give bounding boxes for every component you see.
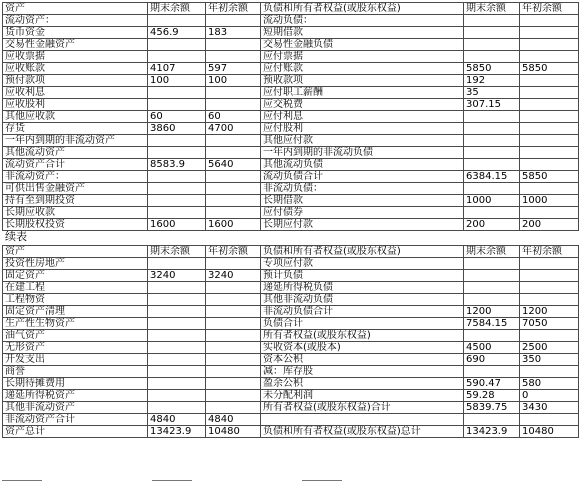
table-cell <box>464 207 520 219</box>
table-cell: 应付利息 <box>261 111 464 123</box>
table-cell <box>464 147 520 159</box>
table-cell: 2500 <box>520 342 579 354</box>
table-cell <box>206 147 261 159</box>
table-cell: 应收股利 <box>3 99 148 111</box>
table-cell: 10480 <box>520 426 579 438</box>
header-row <box>3 3 579 15</box>
table-cell <box>520 414 579 426</box>
table-row <box>3 111 579 123</box>
table-cell <box>464 27 520 39</box>
table-cell: 100 <box>148 75 206 87</box>
table-cell: 存货 <box>3 123 148 135</box>
table-cell: 1600 <box>206 219 261 231</box>
column-header: 负债和所有者权益(或股东权益) <box>261 3 464 15</box>
column-header: 资产 <box>3 3 148 15</box>
table-cell: 一年内到期的非流动资产 <box>3 135 148 147</box>
table-row <box>3 87 579 99</box>
table-cell <box>520 330 579 342</box>
table-cell <box>206 366 261 378</box>
table-cell <box>520 207 579 219</box>
table-cell: 8583.9 <box>148 159 206 171</box>
table-cell <box>148 171 206 183</box>
table-cell: 3240 <box>206 270 261 282</box>
column-header: 年初余额 <box>206 246 261 258</box>
table-cell: 690 <box>464 354 520 366</box>
table-cell <box>464 270 520 282</box>
table-cell <box>148 330 206 342</box>
table-cell: 590.47 <box>464 378 520 390</box>
table-cell <box>520 123 579 135</box>
table-cell <box>148 87 206 99</box>
table-cell: 5850 <box>520 63 579 75</box>
table-cell <box>520 15 579 27</box>
table-cell: 开发支出 <box>3 354 148 366</box>
table-row <box>3 207 579 219</box>
table-row <box>3 39 579 51</box>
table-cell: 3430 <box>520 402 579 414</box>
table-cell <box>148 390 206 402</box>
table-cell: 实收资本(或股本) <box>261 342 464 354</box>
table-cell <box>206 306 261 318</box>
table-cell: 商誉 <box>3 366 148 378</box>
column-header: 年初余额 <box>520 3 579 15</box>
table-cell: 流动负债： <box>261 15 464 27</box>
table-cell <box>148 402 206 414</box>
table-row <box>3 63 579 75</box>
table-cell <box>520 99 579 111</box>
table-cell: 资产总计 <box>3 426 148 438</box>
table-cell <box>520 135 579 147</box>
table-row <box>3 123 579 135</box>
table-cell <box>520 282 579 294</box>
table-cell: 盈余公积 <box>261 378 464 390</box>
table-cell: 应付股利 <box>261 123 464 135</box>
table-cell <box>206 51 261 63</box>
table-cell <box>520 258 579 270</box>
table-row <box>3 306 579 318</box>
table-cell: 1200 <box>464 306 520 318</box>
table-cell: 流动负债合计 <box>261 171 464 183</box>
table-cell <box>206 402 261 414</box>
table-cell: 非流动资产合计 <box>3 414 148 426</box>
table-cell <box>520 51 579 63</box>
table-cell <box>464 414 520 426</box>
table-cell <box>148 135 206 147</box>
table-cell <box>206 15 261 27</box>
table-cell <box>148 306 206 318</box>
table-cell <box>464 51 520 63</box>
balance-sheet-continued-table <box>2 245 579 438</box>
column-header: 期末余额 <box>464 246 520 258</box>
table-cell <box>148 207 206 219</box>
table-row <box>3 414 579 426</box>
table-cell <box>520 39 579 51</box>
table-cell <box>206 282 261 294</box>
table-row <box>3 378 579 390</box>
table-cell: 1000 <box>520 195 579 207</box>
table-cell: 一年内到期的非流动负债 <box>261 147 464 159</box>
table-cell <box>464 135 520 147</box>
table-cell <box>206 99 261 111</box>
table-cell: 短期借款 <box>261 27 464 39</box>
table-cell: 非流动资产： <box>3 171 148 183</box>
column-header: 期末余额 <box>148 3 206 15</box>
table-cell: 5850 <box>464 63 520 75</box>
table-cell <box>206 207 261 219</box>
table-cell: 减：库存股 <box>261 366 464 378</box>
table-cell <box>520 27 579 39</box>
table-cell: 35 <box>464 87 520 99</box>
table-cell: 无形资产 <box>3 342 148 354</box>
table-row <box>3 135 579 147</box>
table-cell: 其他流动资产 <box>3 147 148 159</box>
table-cell <box>148 39 206 51</box>
table-cell <box>520 159 579 171</box>
column-header: 年初余额 <box>206 3 261 15</box>
table-row <box>3 171 579 183</box>
table-cell <box>464 282 520 294</box>
table-cell: 580 <box>520 378 579 390</box>
column-header: 年初余额 <box>520 246 579 258</box>
table-cell: 307.15 <box>464 99 520 111</box>
table-row <box>3 147 579 159</box>
table-cell: 工程物资 <box>3 294 148 306</box>
table-cell <box>206 390 261 402</box>
table-cell <box>464 330 520 342</box>
table-cell: 持有至到期投资 <box>3 195 148 207</box>
column-header: 资产 <box>3 246 148 258</box>
table-cell: 预收款项 <box>261 75 464 87</box>
table-cell: 递延所得税负债 <box>261 282 464 294</box>
table-cell: 应付债券 <box>261 207 464 219</box>
table-cell <box>148 378 206 390</box>
table-cell <box>464 183 520 195</box>
table-cell: 4840 <box>148 414 206 426</box>
balance-sheet-body <box>3 3 579 231</box>
table-row <box>3 183 579 195</box>
table-cell: 7050 <box>520 318 579 330</box>
table-cell: 生产性生物资产 <box>3 318 148 330</box>
table-row <box>3 318 579 330</box>
table-row <box>3 402 579 414</box>
table-cell: 192 <box>464 75 520 87</box>
table-cell <box>464 159 520 171</box>
table-cell: 应交税费 <box>261 99 464 111</box>
table-row <box>3 282 579 294</box>
table-row <box>3 27 579 39</box>
table-cell <box>148 195 206 207</box>
table-cell <box>464 15 520 27</box>
table-cell: 60 <box>148 111 206 123</box>
table-cell: 3860 <box>148 123 206 135</box>
table-cell: 负债和所有者权益(或股东权益)总计 <box>261 426 464 438</box>
table-cell <box>148 147 206 159</box>
table-cell: 流动资产合计 <box>3 159 148 171</box>
continued-label: 续表 <box>5 230 27 243</box>
table-cell: 预付款项 <box>3 75 148 87</box>
table-cell: 4107 <box>148 63 206 75</box>
column-header: 负债和所有者权益(或股东权益) <box>261 246 464 258</box>
table-cell: 1600 <box>148 219 206 231</box>
table-cell: 200 <box>520 219 579 231</box>
table-cell: 1000 <box>464 195 520 207</box>
table-cell: 非流动负债合计 <box>261 306 464 318</box>
table-cell: 交易性金融负债 <box>261 39 464 51</box>
table-cell <box>206 195 261 207</box>
table-cell: 597 <box>206 63 261 75</box>
table-cell: 4840 <box>206 414 261 426</box>
table-cell: 应收利息 <box>3 87 148 99</box>
table-cell <box>520 366 579 378</box>
table-cell: 在建工程 <box>3 282 148 294</box>
column-header: 期末余额 <box>464 3 520 15</box>
table-cell <box>206 183 261 195</box>
table-cell: 应收账款 <box>3 63 148 75</box>
table-cell <box>206 342 261 354</box>
table-cell <box>464 39 520 51</box>
table-cell <box>148 366 206 378</box>
table-row <box>3 258 579 270</box>
table-cell <box>520 111 579 123</box>
table-cell: 未分配利润 <box>261 390 464 402</box>
table-cell: 59.28 <box>464 390 520 402</box>
table-cell <box>520 294 579 306</box>
table-cell: 其他非流动负债 <box>261 294 464 306</box>
table-row <box>3 330 579 342</box>
table-cell <box>206 258 261 270</box>
table-cell <box>206 171 261 183</box>
table-cell: 资本公积 <box>261 354 464 366</box>
table-cell <box>206 318 261 330</box>
table-cell: 350 <box>520 354 579 366</box>
table-cell <box>206 378 261 390</box>
table-cell: 长期待摊费用 <box>3 378 148 390</box>
table-cell: 所有者权益(或股东权益) <box>261 330 464 342</box>
table-row <box>3 354 579 366</box>
table-cell: 长期应收款 <box>3 207 148 219</box>
table-cell: 60 <box>206 111 261 123</box>
table-cell <box>206 87 261 99</box>
table-cell: 4500 <box>464 342 520 354</box>
table-cell: 6384.15 <box>464 171 520 183</box>
table-cell <box>148 99 206 111</box>
table-cell: 投资性房地产 <box>3 258 148 270</box>
table-cell <box>148 258 206 270</box>
balance-sheet-continued-body <box>3 246 579 438</box>
table-cell: 5839.75 <box>464 402 520 414</box>
table-cell <box>206 39 261 51</box>
table-cell: 流动资产： <box>3 15 148 27</box>
table-cell: 7584.15 <box>464 318 520 330</box>
table-row <box>3 342 579 354</box>
table-row <box>3 99 579 111</box>
table-cell: 10480 <box>206 426 261 438</box>
table-cell: 183 <box>206 27 261 39</box>
table-cell <box>520 87 579 99</box>
table-cell <box>206 135 261 147</box>
table-cell <box>261 414 464 426</box>
table-cell: 长期股权投资 <box>3 219 148 231</box>
table-cell: 应收票据 <box>3 51 148 63</box>
table-cell <box>148 318 206 330</box>
table-cell <box>464 123 520 135</box>
table-cell: 其他流动负债 <box>261 159 464 171</box>
table-cell <box>464 294 520 306</box>
table-cell: 应付票据 <box>261 51 464 63</box>
table-cell <box>148 294 206 306</box>
table-cell <box>464 111 520 123</box>
header-row <box>3 246 579 258</box>
table-row <box>3 51 579 63</box>
table-cell <box>148 51 206 63</box>
table-cell: 13423.9 <box>464 426 520 438</box>
table-cell: 固定资产清理 <box>3 306 148 318</box>
table-cell: 5850 <box>520 171 579 183</box>
table-cell: 其他应收款 <box>3 111 148 123</box>
table-cell: 4700 <box>206 123 261 135</box>
table-cell: 应付账款 <box>261 63 464 75</box>
table-cell <box>148 15 206 27</box>
table-cell: 其他非流动资产 <box>3 402 148 414</box>
table-cell: 5640 <box>206 159 261 171</box>
table-cell <box>520 270 579 282</box>
table-cell <box>148 183 206 195</box>
table-cell: 负债合计 <box>261 318 464 330</box>
table-cell: 其他应付款 <box>261 135 464 147</box>
table-cell <box>206 354 261 366</box>
column-header: 期末余额 <box>148 246 206 258</box>
table-row <box>3 15 579 27</box>
table-cell <box>206 330 261 342</box>
table-cell: 所有者权益(或股东权益)合计 <box>261 402 464 414</box>
table-cell <box>148 282 206 294</box>
table-cell: 1200 <box>520 306 579 318</box>
table-cell: 长期应付款 <box>261 219 464 231</box>
table-cell <box>464 366 520 378</box>
table-cell: 13423.9 <box>148 426 206 438</box>
table-cell: 递延所得税资产 <box>3 390 148 402</box>
table-cell: 0 <box>520 390 579 402</box>
table-row <box>3 366 579 378</box>
balance-sheet-table <box>2 2 579 231</box>
table-cell: 3240 <box>148 270 206 282</box>
table-cell <box>464 258 520 270</box>
table-cell: 货币资金 <box>3 27 148 39</box>
table-row <box>3 390 579 402</box>
table-row <box>3 270 579 282</box>
table-cell: 专项应付款 <box>261 258 464 270</box>
table-row <box>3 159 579 171</box>
table-cell <box>148 342 206 354</box>
table-cell: 可供出售金融资产 <box>3 183 148 195</box>
table-cell <box>206 294 261 306</box>
table-cell: 交易性金融资产 <box>3 39 148 51</box>
table-cell: 应付职工薪酬 <box>261 87 464 99</box>
table-cell <box>148 354 206 366</box>
table-row <box>3 426 579 438</box>
table-row <box>3 294 579 306</box>
table-cell: 100 <box>206 75 261 87</box>
table-cell <box>520 183 579 195</box>
table-cell <box>520 75 579 87</box>
table-cell: 200 <box>464 219 520 231</box>
table-cell: 456.9 <box>148 27 206 39</box>
table-cell: 油气资产 <box>3 330 148 342</box>
table-cell: 非流动负债： <box>261 183 464 195</box>
table-cell: 固定资产 <box>3 270 148 282</box>
table-cell <box>520 147 579 159</box>
table-cell: 预计负债 <box>261 270 464 282</box>
table-row <box>3 195 579 207</box>
table-cell: 长期借款 <box>261 195 464 207</box>
table-row <box>3 219 579 231</box>
table-row <box>3 75 579 87</box>
